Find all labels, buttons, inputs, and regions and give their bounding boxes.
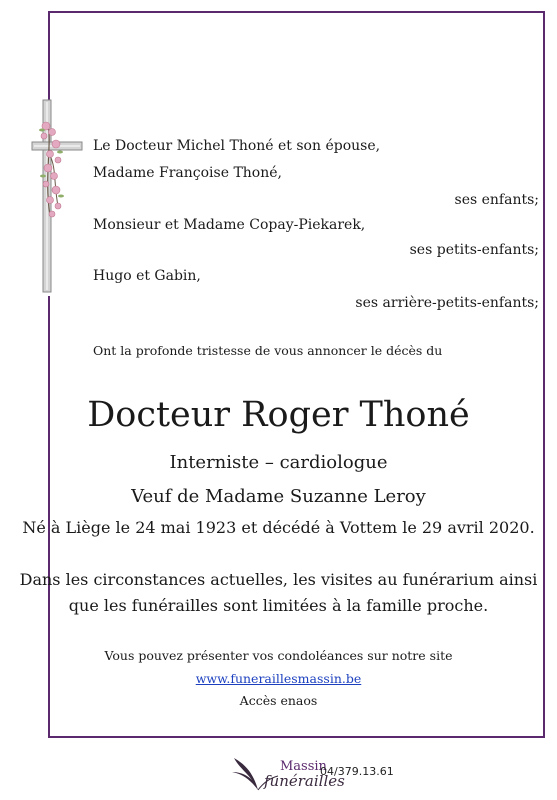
deceased-specialty: Interniste – cardiologue bbox=[169, 452, 388, 473]
logo-text-massin: Massin bbox=[280, 759, 327, 774]
access-text: Accès enaos bbox=[239, 693, 318, 708]
frame-right-border bbox=[543, 11, 545, 738]
frame-bottom-border bbox=[48, 736, 545, 738]
frame-top-border bbox=[48, 11, 545, 13]
family-line-1: Le Docteur Michel Thoné et son épouse, bbox=[93, 138, 381, 154]
condolences-text: Vous pouvez présenter vos condoléances sur notre site bbox=[104, 648, 453, 663]
cross-with-blossoms-icon bbox=[30, 96, 85, 296]
family-line-3: Monsieur et Madame Copay-Piekarek, bbox=[93, 217, 366, 233]
circumstances-line-2: que les funérailles sont limitées à la famille proche. bbox=[68, 596, 489, 615]
deceased-dates: Né à Liège le 24 mai 1923 et décédé à Vottem le 29 avril 2020. bbox=[22, 518, 535, 537]
family-role-grandchildren: ses petits-enfants; bbox=[409, 242, 539, 258]
logo-text-funerailles: funérailles bbox=[264, 772, 345, 790]
deceased-widower: Veuf de Madame Suzanne Leroy bbox=[131, 486, 426, 507]
condolences-link-wrapper bbox=[0, 671, 557, 686]
announcement-text: Ont la profonde tristesse de vous annoncer le décès du bbox=[93, 343, 443, 358]
frame-left-border-top bbox=[48, 11, 50, 101]
circumstances-line-1: Dans les circonstances actuelles, les visites au funérarium ainsi bbox=[19, 570, 538, 589]
family-role-children: ses enfants; bbox=[454, 192, 539, 208]
website-link[interactable]: www.funeraillesmassin.be bbox=[195, 671, 362, 686]
family-line-2: Madame Françoise Thoné, bbox=[93, 165, 282, 181]
phone-number: 04/379.13.61 bbox=[320, 765, 394, 778]
deceased-name: Docteur Roger Thoné bbox=[87, 395, 470, 435]
family-line-4: Hugo et Gabin, bbox=[93, 268, 201, 284]
family-role-great-grandchildren: ses arrière-petits-enfants; bbox=[355, 295, 539, 311]
